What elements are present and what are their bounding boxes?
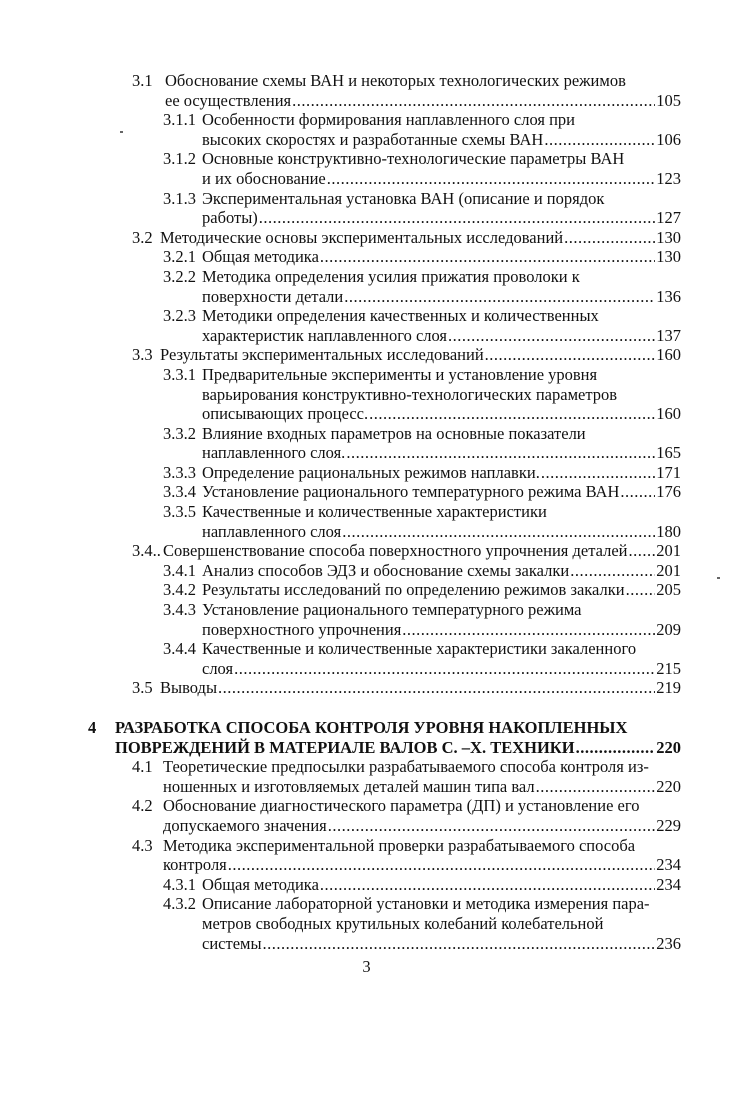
toc-entry-title: Анализ способов ЭДЗ и обоснование схемы закалки	[202, 560, 570, 580]
toc-entry	[0, 482, 733, 502]
toc-page-number: 136	[656, 286, 681, 306]
toc-entry-title: Методика экспериментальной проверки разрабатываемого способа	[163, 835, 636, 855]
toc-entry-title: описывающих процесс.	[202, 404, 369, 424]
toc-leader-dots	[344, 287, 655, 307]
toc-entry-title: Теоретические предпосылки разрабатываемого способа контроля из-	[163, 757, 649, 777]
toc-section-number: 3.4.2	[163, 580, 196, 600]
toc-leader-dots	[342, 522, 655, 542]
toc-entry-line	[163, 580, 681, 600]
toc-leader-dots	[228, 855, 655, 875]
toc-leader-dots	[626, 580, 656, 600]
toc-entry-line	[163, 482, 681, 502]
toc-entry-line	[88, 718, 681, 738]
toc-entry-line	[202, 169, 681, 189]
toc-section-number: 4.3.2	[163, 894, 196, 914]
toc-leader-dots	[448, 326, 655, 346]
toc-entry-line	[163, 855, 681, 875]
toc-page-number: 205	[656, 580, 681, 600]
toc-entry-title: системы	[202, 933, 262, 953]
toc-leader-dots	[328, 816, 655, 836]
toc-section-number: 3.3.2	[163, 423, 196, 443]
toc-entry-line	[163, 424, 681, 444]
toc-page-number: 160	[656, 404, 681, 424]
toc-entry	[0, 424, 733, 463]
scan-speck	[120, 131, 123, 133]
toc-section-number: 3.2.2	[163, 266, 196, 286]
toc-leader-dots	[544, 130, 655, 150]
toc-entry	[0, 600, 733, 639]
toc-entry	[0, 71, 733, 110]
toc-entry-title: ношенных и изготовляемых деталей машин типа вал	[163, 776, 535, 796]
toc-entry	[0, 796, 733, 835]
toc-entry-title: Установление рационального температурного режима ВАН	[202, 482, 620, 502]
toc-leader-dots	[402, 620, 655, 640]
toc-leader-dots	[320, 247, 655, 267]
toc-entry	[0, 757, 733, 796]
toc-page-number: 201	[656, 541, 681, 561]
toc-entry-title: метров свободных крутильных колебаний колебательной	[202, 913, 604, 933]
toc-entry-title: Установление рационального температурного режима	[202, 600, 582, 620]
page-number: 3	[362, 957, 371, 976]
toc-entry-line	[163, 639, 681, 659]
toc-entry-line	[165, 91, 681, 111]
toc-entry	[0, 718, 733, 757]
toc-entry-title: ее осуществления	[165, 90, 292, 110]
toc-entry-title: слоя	[202, 658, 234, 678]
toc-section-number: 3.1.2	[163, 149, 196, 169]
toc-page-number: 209	[656, 619, 681, 639]
toc-page-number: 229	[656, 815, 681, 835]
toc-entry-line	[202, 326, 681, 346]
toc-entry-line	[202, 620, 681, 640]
toc-leader-dots	[536, 777, 656, 797]
toc-entry-line	[132, 678, 681, 698]
toc-entry	[0, 228, 733, 248]
toc-entry	[0, 580, 733, 600]
toc-entry-title: Качественные и количественные характеристики	[202, 502, 547, 522]
toc-page-number: 220	[656, 776, 681, 796]
toc-page-number: 165	[656, 443, 681, 463]
toc-entry-title: Обоснование схемы ВАН и некоторых технологических режимов	[165, 71, 626, 90]
toc-page-number: 105	[656, 90, 681, 110]
toc-entry-title: и их обоснование	[202, 168, 326, 188]
toc-page-number: 127	[656, 208, 681, 228]
toc-page-number: 130	[656, 247, 681, 267]
toc-section-number: 4.3.1	[163, 874, 196, 894]
toc-entry-line	[163, 561, 681, 581]
toc-leader-dots	[320, 875, 655, 895]
toc-leader-dots	[327, 169, 656, 189]
toc-entry	[0, 247, 733, 267]
toc-page-number: 219	[656, 678, 681, 698]
toc-entry-title: Общая методика	[202, 874, 319, 894]
toc-entry-title: Результаты исследований по определению режимов закалки	[202, 580, 625, 600]
toc-entry-line	[202, 934, 681, 954]
toc-entry	[0, 836, 733, 875]
toc-entry-line	[132, 796, 681, 816]
toc-entry-line	[163, 110, 681, 130]
toc-section-number: 3.2.1	[163, 247, 196, 267]
toc-entry-line	[163, 306, 681, 326]
toc-entry	[0, 678, 733, 698]
toc-section-number: 3.1	[132, 71, 153, 90]
toc-entry-title: РАЗРАБОТКА СПОСОБА КОНТРОЛЯ УРОВНЯ НАКОПЛЕННЫХ	[115, 718, 628, 737]
toc-entry-title: Совершенствование способа поверхностного упрочнения деталей	[163, 541, 628, 561]
toc-entry-line	[132, 71, 681, 91]
toc-page-number: 215	[656, 658, 681, 678]
toc-leader-dots	[234, 659, 655, 679]
toc-entry-line	[132, 757, 681, 777]
toc-entry-title: Обоснование диагностического параметра (ДП) и установление его	[163, 796, 640, 816]
toc-page-number: 234	[656, 855, 681, 875]
toc-entry-title: работы)	[202, 208, 258, 228]
toc-entry	[0, 639, 733, 678]
toc-entry-line	[163, 267, 681, 287]
toc-page-number: 234	[656, 874, 681, 894]
toc-page-number: 160	[656, 345, 681, 365]
toc-entry-line	[163, 149, 681, 169]
toc-leader-dots	[541, 463, 655, 483]
scan-speck	[717, 577, 720, 579]
toc-entry-title: контроля	[163, 855, 227, 875]
toc-page-number: 106	[656, 129, 681, 149]
toc-leader-dots	[485, 345, 656, 365]
toc-entry-line	[202, 914, 681, 934]
toc-entry-title: варьирования конструктивно-технологических параметров	[202, 384, 618, 404]
toc-entry-line	[202, 130, 681, 150]
toc-leader-dots	[259, 208, 655, 228]
toc-entry	[0, 463, 733, 483]
toc-entry-line	[163, 894, 681, 914]
toc-entry-line	[132, 228, 681, 248]
toc-entry-line	[163, 502, 681, 522]
toc-entry-line	[115, 738, 681, 758]
toc-entry-title: поверхностного упрочнения	[202, 619, 402, 639]
toc-section-number: 3.3.4	[163, 482, 196, 502]
toc-leader-dots	[620, 482, 655, 502]
toc-entry-line	[163, 816, 681, 836]
toc-leader-dots	[346, 443, 655, 463]
toc-leader-dots	[263, 934, 656, 954]
toc-section-number: 4.2	[132, 796, 153, 816]
toc-entry-line	[202, 659, 681, 679]
toc-entry	[0, 541, 733, 561]
toc-page-number: 220	[656, 737, 681, 757]
toc-entry-line	[202, 385, 681, 405]
toc-entry	[0, 894, 733, 953]
toc-section-number: 3.4..	[132, 541, 161, 561]
toc-section-number: 3.4.3	[163, 600, 196, 620]
toc-entry-line	[163, 463, 681, 483]
toc-entry-line	[202, 522, 681, 542]
toc-entry-title: Предварительные эксперименты и установление уровня	[202, 364, 598, 384]
toc-entry-line	[163, 247, 681, 267]
toc-entry-line	[202, 443, 681, 463]
toc-section-number: 4.1	[132, 757, 153, 777]
toc-entry-line	[132, 345, 681, 365]
toc-entry-title: высоких скоростях и разработанные схемы ВАН	[202, 129, 544, 149]
toc-page-number: 180	[656, 521, 681, 541]
toc-leader-dots	[218, 678, 655, 698]
toc-entry-title: Описание лабораторной установки и методика измерения пара-	[202, 894, 650, 914]
toc-leader-dots	[369, 404, 655, 424]
toc-entry-title: Экспериментальная установка ВАН (описание и порядок	[202, 188, 605, 208]
toc-leader-dots	[292, 91, 655, 111]
toc-entry-title: Результаты экспериментальных исследований	[160, 345, 484, 365]
toc-section-number: 3.2	[132, 227, 153, 247]
toc-entry	[0, 149, 733, 188]
toc-entry	[0, 189, 733, 228]
toc-page-number: 171	[656, 462, 681, 482]
toc-entry-title: характеристик наплавленного слоя	[202, 325, 448, 345]
toc-entry-title: поверхности детали	[202, 286, 344, 306]
toc-entry-line	[163, 600, 681, 620]
toc-entry	[0, 365, 733, 424]
toc-entry-title: Определение рациональных режимов наплавки.	[202, 462, 540, 482]
toc-section-number: 4.3	[132, 835, 153, 855]
toc-entry	[0, 345, 733, 365]
toc-section-number: 3.4.1	[163, 560, 196, 580]
toc-section-number: 3.1.1	[163, 110, 196, 130]
toc-entry	[0, 875, 733, 895]
toc-page-number: 236	[656, 933, 681, 953]
toc-section-number: 3.4.4	[163, 639, 196, 659]
toc-entry-title: допускаемого значения	[163, 815, 327, 835]
toc-entry-line	[163, 777, 681, 797]
toc-entry-title: Влияние входных параметров на основные показатели	[202, 423, 586, 443]
toc-leader-dots	[564, 228, 655, 248]
toc-entry-title: Общая методика	[202, 247, 319, 267]
toc-leader-dots	[576, 738, 656, 758]
toc-section-number: 3.3.3	[163, 462, 196, 482]
toc-section-number: 3.2.3	[163, 306, 196, 326]
toc-section-number: 3.1.3	[163, 188, 196, 208]
toc-entry-line	[163, 365, 681, 385]
toc-entry-line	[202, 287, 681, 307]
toc-entry-title: наплавленного слоя.	[202, 443, 346, 463]
toc-section-number: 3.3.1	[163, 364, 196, 384]
toc-entry-title: Особенности формирования наплавленного слоя при	[202, 110, 575, 130]
toc-entry-title: Методические основы экспериментальных исследований	[160, 227, 564, 247]
toc-entry-title: Основные конструктивно-технологические параметры ВАН	[202, 149, 625, 169]
toc-entry-title: наплавленного слоя	[202, 521, 342, 541]
toc-section-number: 3.3	[132, 345, 153, 365]
toc-entry	[0, 502, 733, 541]
toc-entry-title: Методика определения усилия прижатия проволоки к	[202, 266, 580, 286]
toc-page-number: 130	[656, 227, 681, 247]
toc-entry	[0, 306, 733, 345]
toc-entry-line	[202, 208, 681, 228]
toc-entry	[0, 561, 733, 581]
toc-entry	[0, 110, 733, 149]
toc-entry-title: Качественные и количественные характеристики закаленного	[202, 639, 637, 659]
toc-page-number: 123	[656, 168, 681, 188]
toc-entry-title: Выводы	[160, 678, 218, 698]
toc-leader-dots	[628, 541, 655, 561]
toc-leader-dots	[570, 561, 655, 581]
toc-entry-title: ПОВРЕЖДЕНИЙ В МАТЕРИАЛЕ ВАЛОВ С. –Х. ТЕХНИКИ	[115, 737, 575, 757]
toc-entry-line	[132, 541, 681, 561]
toc-entry-title: Методики определения качественных и количественных	[202, 306, 599, 326]
toc-entry-line	[202, 404, 681, 424]
toc-section-number: 4	[88, 718, 97, 737]
toc-entry	[0, 267, 733, 306]
toc-entry-line	[163, 189, 681, 209]
table-of-contents	[0, 71, 733, 953]
toc-page-number: 201	[656, 560, 681, 580]
toc-section-number: 3.3.5	[163, 502, 196, 522]
toc-entry-line	[163, 875, 681, 895]
toc-page-number: 176	[656, 482, 681, 502]
toc-entry-line	[132, 836, 681, 856]
toc-page-number: 137	[656, 325, 681, 345]
toc-section-number: 3.5	[132, 678, 153, 698]
